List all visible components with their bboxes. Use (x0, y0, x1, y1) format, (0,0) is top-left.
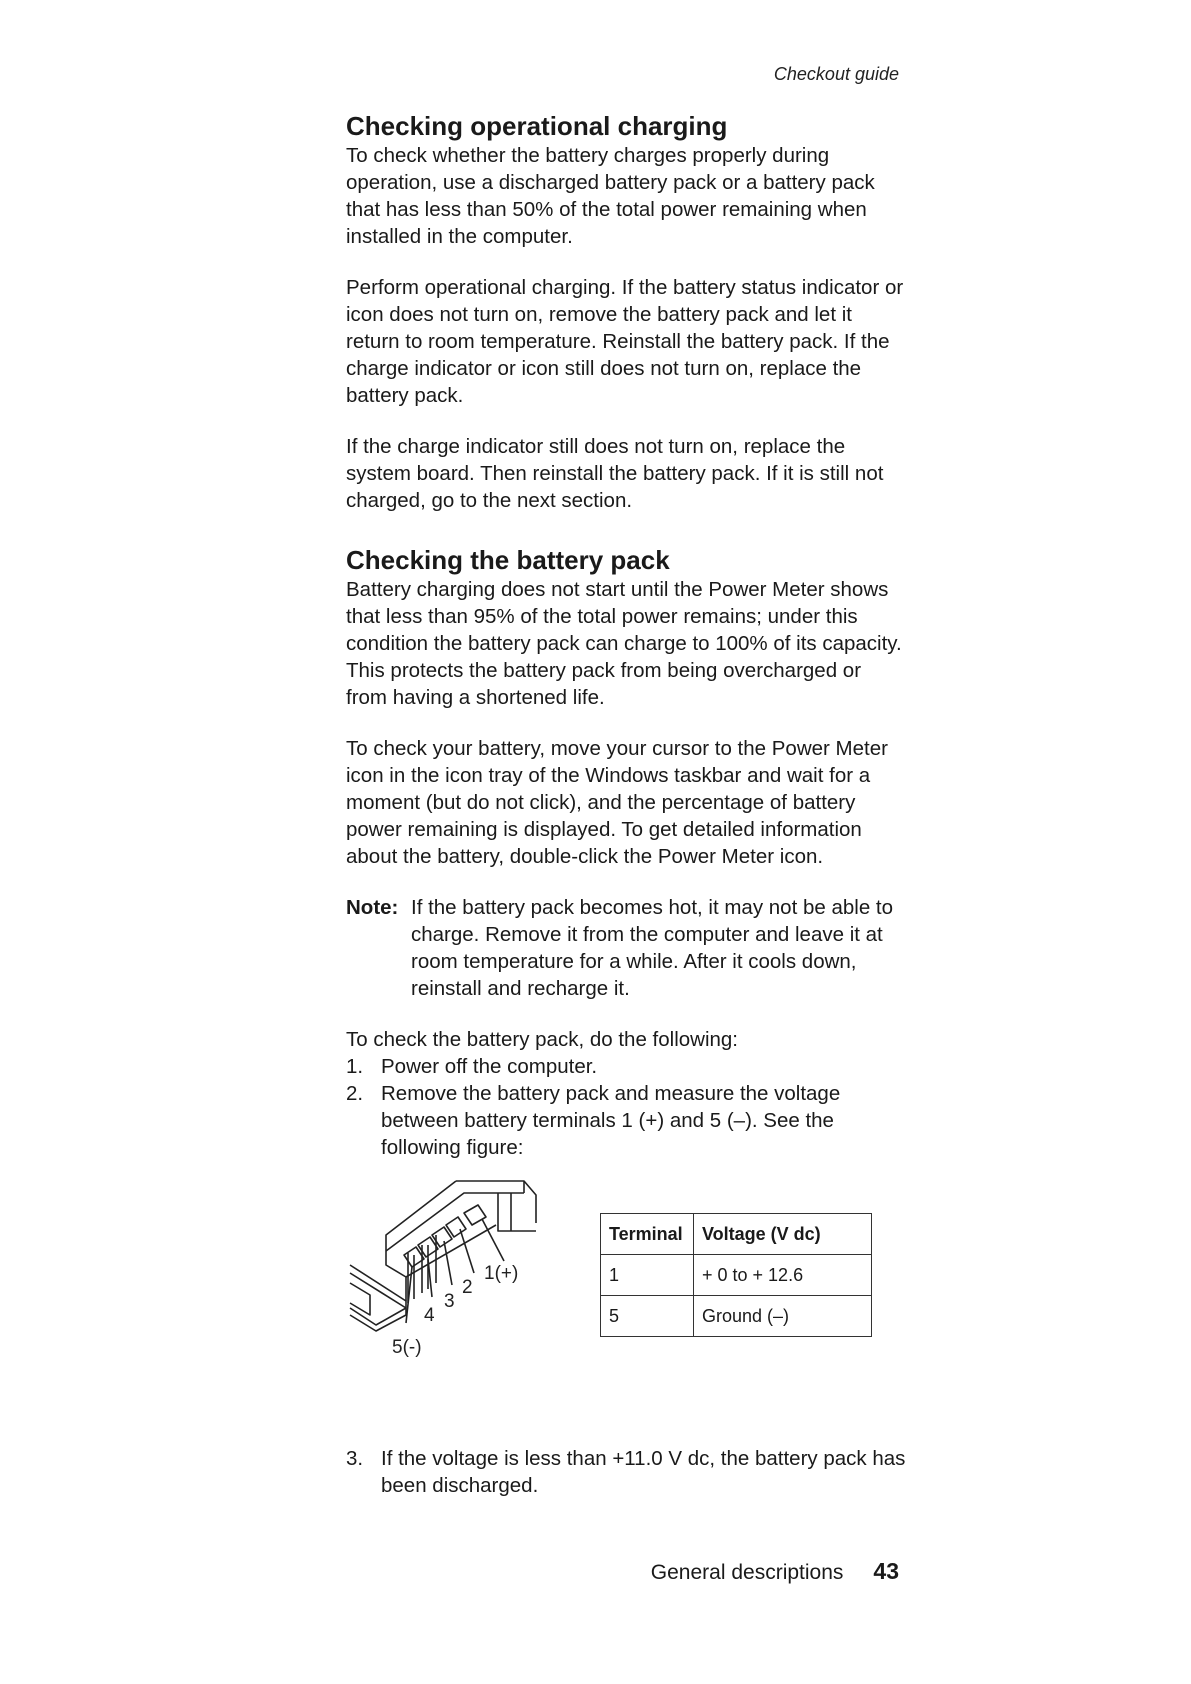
terminal-label-4: 4 (424, 1305, 435, 1326)
page-footer (651, 1558, 899, 1585)
terminal-label-3: 3 (444, 1291, 455, 1312)
battery-figure (346, 1173, 906, 1433)
step-text: If the voltage is less than +11.0 V dc, the battery pack has been discharged. (381, 1447, 906, 1497)
procedure-steps (346, 1053, 906, 1161)
list-item (346, 1445, 906, 1499)
running-head: Checkout guide (773, 64, 899, 84)
section-heading: Checking operational charging (346, 111, 728, 141)
list-item (346, 1080, 906, 1161)
procedure-steps-continued (346, 1445, 906, 1499)
step-number: 2. (346, 1082, 364, 1105)
terminal-label-1: 1(+) (484, 1263, 519, 1284)
page-number: 43 (873, 1558, 899, 1584)
table-cell: + 0 to + 12.6 (694, 1255, 872, 1296)
paragraph: Battery charging does not start until the Power Meter shows that less than 95% of the total power remains; under this condition the battery pack can charge to 100% of its capacity. This protects the battery pack from being overcharged or from having a shortened life. (346, 578, 902, 709)
list-item (346, 1053, 906, 1080)
table-header-row (601, 1214, 872, 1255)
column-header: Terminal (601, 1214, 694, 1255)
table-cell: 1 (601, 1255, 694, 1296)
note (346, 894, 906, 1002)
step-text: Remove the battery pack and measure the voltage between battery terminals 1 (+) and 5 (–). See the following figure: (381, 1082, 841, 1159)
step-number: 1. (346, 1055, 364, 1078)
note-text: If the battery pack becomes hot, it may not be able to charge. Remove it from the computer and leave it at room temperature for a while. After it cools down, reinstall and recharge it. (411, 896, 894, 1000)
footer-section-name: General descriptions (650, 1561, 844, 1584)
paragraph: Perform operational charging. If the battery status indicator or icon does not turn on, remove the battery pack and let it return to room temperature. Reinstall the battery pack. If the charge indicator or icon still does not turn on, replace the battery pack. (346, 276, 904, 407)
paragraph: To check your battery, move your cursor to the Power Meter icon in the icon tray of the Windows taskbar and wait for a moment (but do not click), and the percentage of battery power remaining is displayed. To get detailed information about the battery, double-click the Power Meter icon. (346, 737, 888, 868)
table-row (601, 1255, 872, 1296)
table-row (601, 1296, 872, 1337)
procedure-intro: To check the battery pack, do the following: (346, 1028, 739, 1051)
step-text: Power off the computer. (381, 1055, 598, 1078)
step-number: 3. (346, 1447, 364, 1470)
terminal-label-2: 2 (462, 1277, 473, 1298)
table-cell: 5 (601, 1296, 694, 1337)
voltage-table (600, 1213, 872, 1337)
paragraph: If the charge indicator still does not turn on, replace the system board. Then reinstall the battery pack. If it is still not charged, go to the next section. (346, 435, 884, 512)
battery-connector-diagram (346, 1173, 596, 1423)
column-header: Voltage (V dc) (694, 1214, 872, 1255)
terminal-label-5: 5(-) (392, 1337, 422, 1358)
section-heading: Checking the battery pack (346, 545, 670, 575)
note-label: Note: (346, 896, 399, 919)
section-operational-charging (346, 110, 906, 514)
section-battery-pack (346, 544, 906, 1499)
paragraph: To check whether the battery charges properly during operation, use a discharged battery pack or a battery pack that has less than 50% of the total power remaining when installed in the computer. (346, 144, 875, 248)
table-cell: Ground (–) (694, 1296, 872, 1337)
page-content (346, 110, 906, 1499)
